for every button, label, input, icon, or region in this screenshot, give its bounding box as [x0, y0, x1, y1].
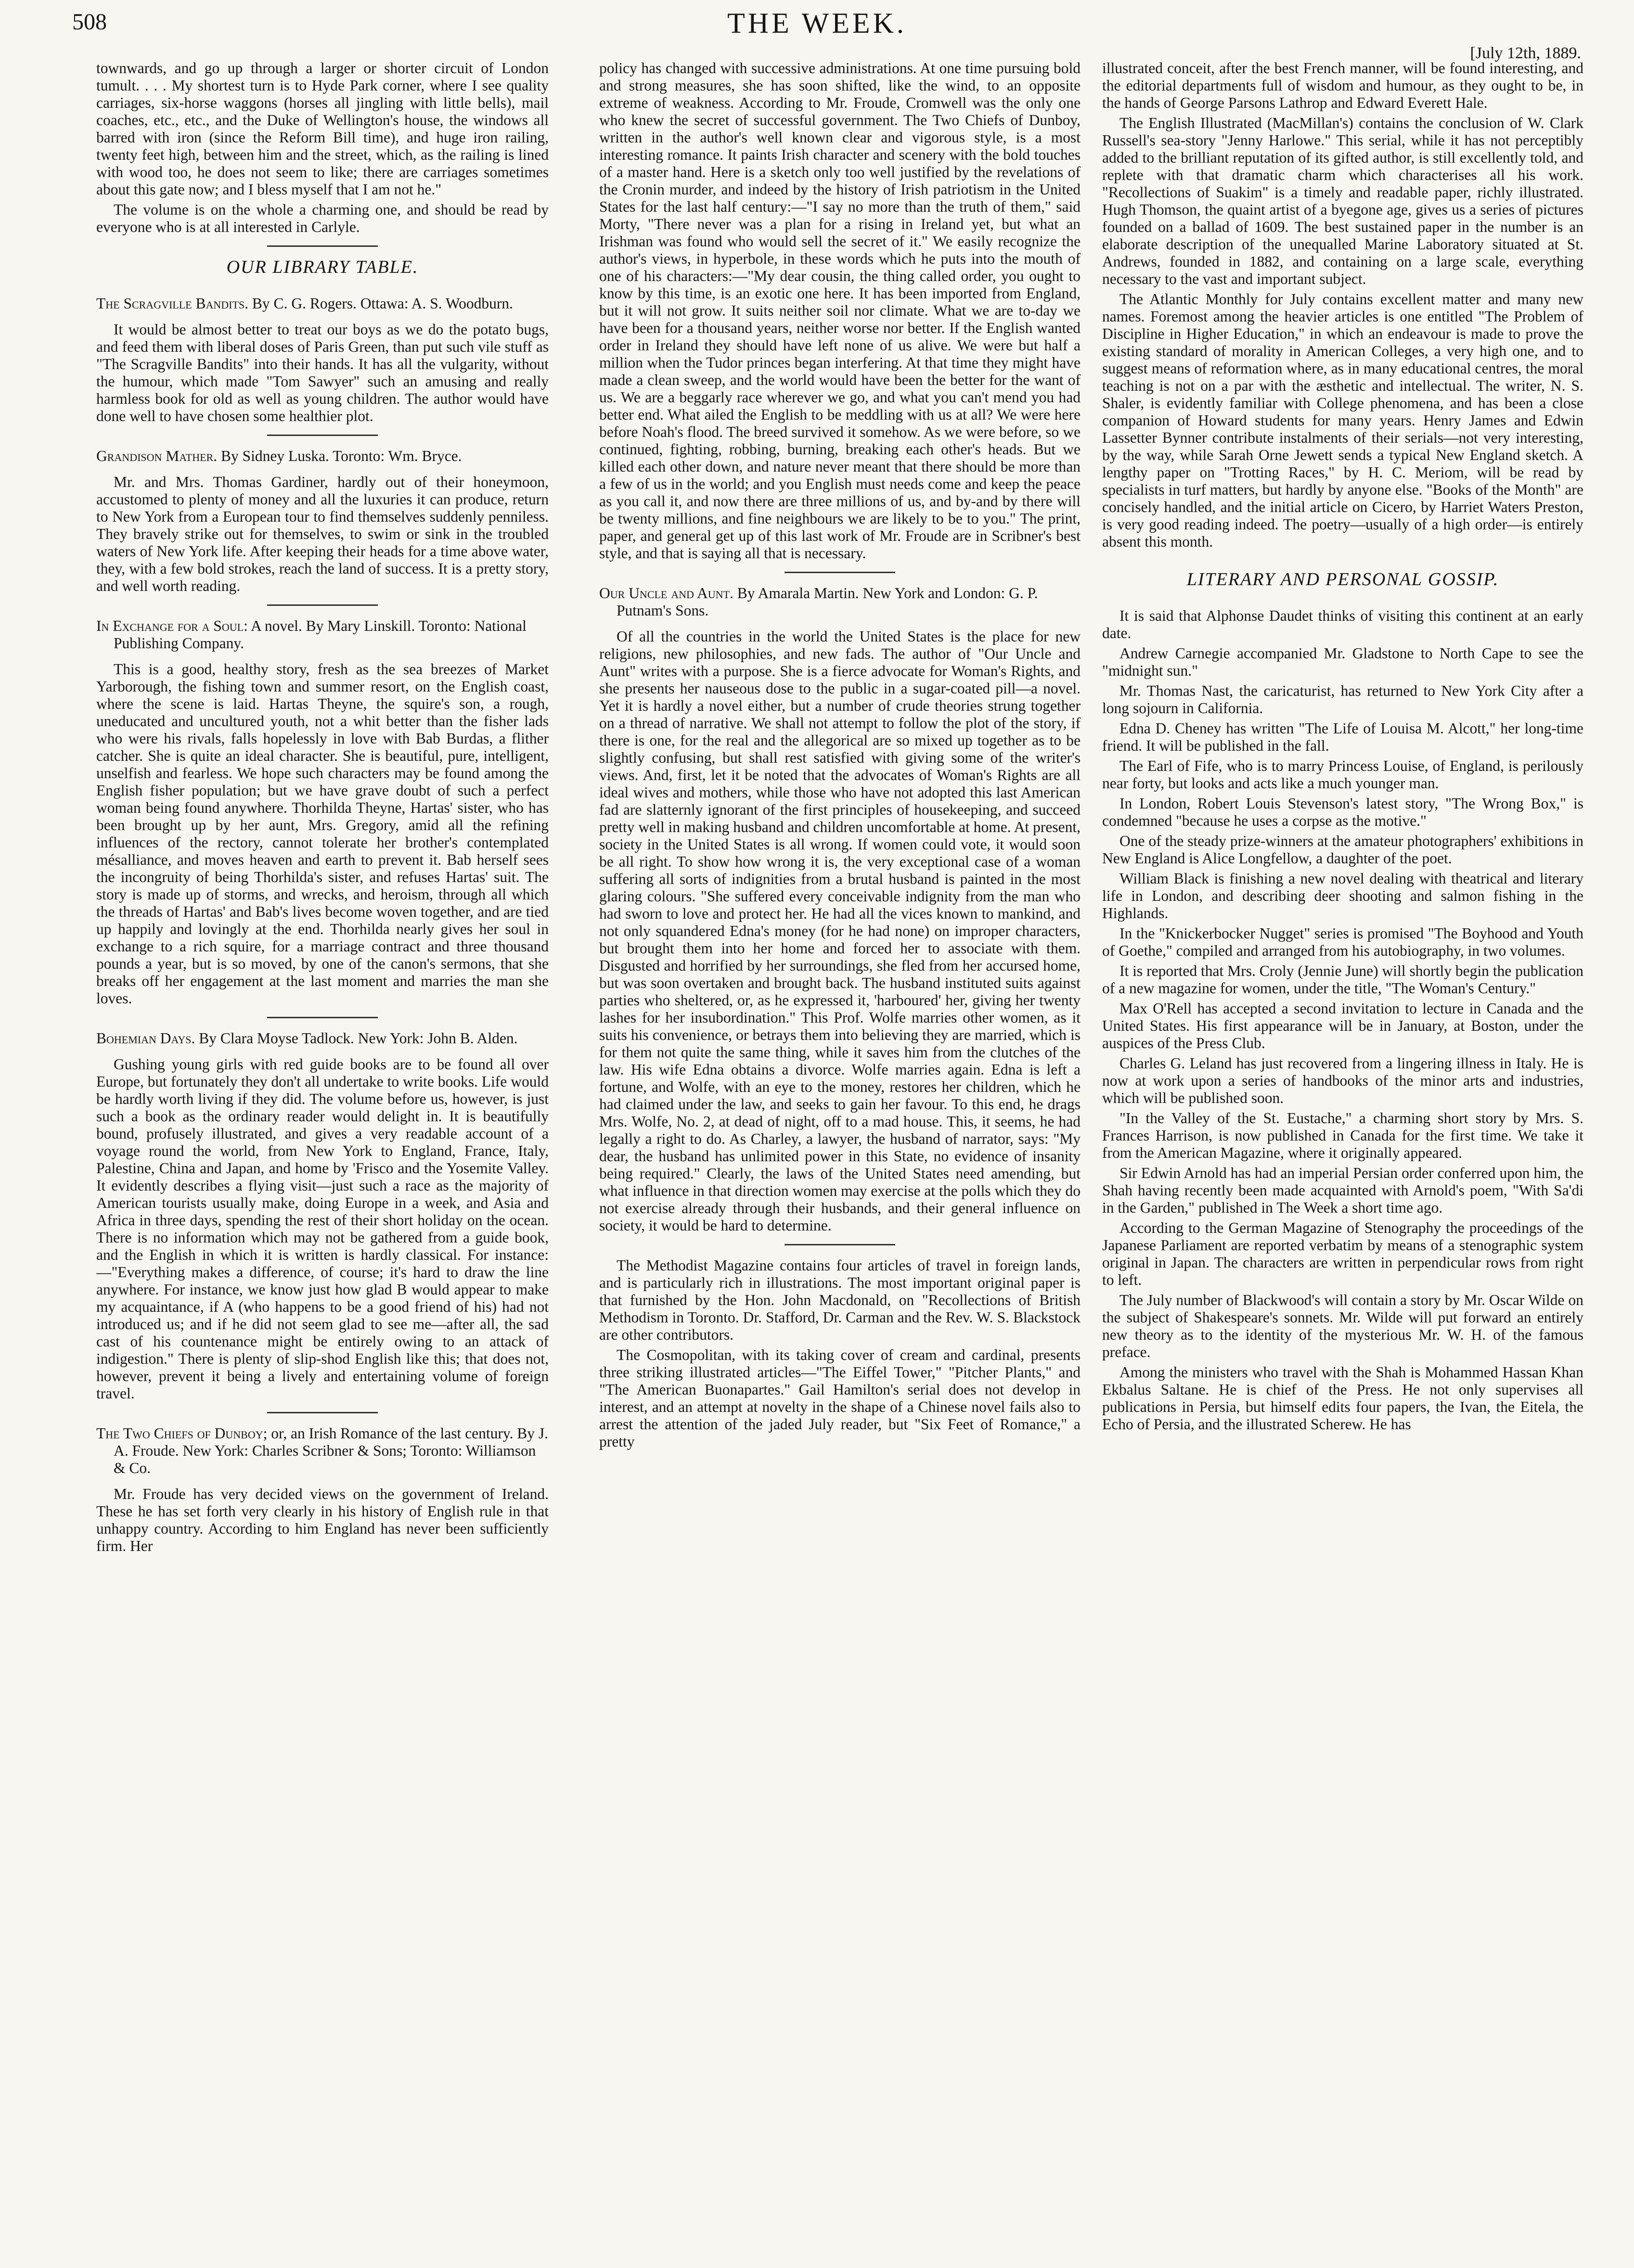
- gossip-item: The Earl of Fife, who is to marry Princess Louise, of England, is perilously near forty, but looks and acts like a much younger man.: [1102, 757, 1583, 792]
- review-body: It would be almost better to treat our boys as we do the potato bugs, and feed them with liberal doses of Paris Green, than put such vile stuff as "The Scragville Bandits" into their hands. It has all the vulgarity, without the humour, which made "Tom Sawyer" such an amusing and really harmless book for old as well as young children. The author would have done well to have chosen some healthier plot.: [96, 321, 549, 424]
- gossip-item: According to the German Magazine of Stenography the proceedings of the Japanese Parliament are reported verbatim by means of a stenographic system original in Japan. The characters are written in perpendicular rows from right to left.: [1102, 1219, 1583, 1288]
- section-title-library-table: OUR LIBRARY TABLE.: [226, 257, 419, 277]
- page-header: [0, 0, 1634, 63]
- journal-title: THE WEEK.: [727, 7, 907, 39]
- article-continuation: townwards, and go up through a larger or shorter circuit of London tumult. . . . My shortest turn is to Hyde Park corner, where I see quality carriages, six-horse waggons (horses all jingling with little bells), mail coaches, etc., etc., and the Duke of Wellington's house, the windows all barred with iron (since the Reform Bill time), and huge iron railing, twenty feet high, between him and the street, which, as the railing is lined with wood too, he does not seem to like; there are carriages sometimes about this gate now; and I bless myself that I am not he.": [96, 60, 549, 198]
- review-body: Gushing young girls with red guide books are to be found all over Europe, but fortunately they don't all undertake to write books. Life would be hardly worth living if they did. The volume before us, however, is just such a book as the ordinary reader would delight in. It is beautifully bound, profusely illustrated, and gives a very readable account of a voyage round the world, from New York to England, France, Italy, Palestine, China and Japan, and home by 'Frisco and the Yosemite Valley. It evidently describes a flying visit—just such a race as the majority of American tourists usually make, doing Europe in a week, and Asia and Africa in three days, spending the rest of their short holiday on the ocean. There is no information which may not be gathered from a guide book, and the English in which it is written is hardly classical. For instance:—"Everything makes a difference, of course; it's hard to draw the line anywhere. For instance, we know just how glad B would appear to make my acquaintance, if A (who happens to be a good friend of his) had not introduced us; and if he did not seem glad to see me—after all, the sad cast of his countenance might be entirely owing to an attack of indigestion." There is plenty of slip-shod English like this; that does not, however, prevent it being a lively and entertaining volume of foreign travel.: [96, 1056, 549, 1402]
- gossip-item: It is reported that Mrs. Croly (Jennie June) will shortly begin the publication of a new magazine for women, under the title, "The Woman's Century.": [1102, 962, 1583, 997]
- review-heading: [96, 295, 549, 312]
- review-heading: [96, 1425, 549, 1477]
- magazine-note: The Methodist Magazine contains four articles of travel in foreign lands, and is particularly rich in illustrations. The most important original paper is that furnished by the Hon. John Macdonald, on "Recollections of British Methodism in Toronto. Dr. Stafford, Dr. Carman and the Rev. W. S. Blackstock are other contributors.: [599, 1257, 1081, 1343]
- gossip-item: One of the steady prize-winners at the amateur photographers' exhibitions in New England is Alice Longfellow, a daughter of the poet.: [1102, 833, 1583, 867]
- review-continuation: policy has changed with successive administrations. At one time pursuing bold and strong measures, she has soon shifted, like the wind, to an opposite extreme of weakness. According to Mr. Froude, Cromwell was the only one who knew the secret of successful government. The Two Chiefs of Dunboy, written in the author's well known clear and vigorous style, is a most interesting romance. It paints Irish character and scenery with the bold touches of a master hand. Here is a sketch only too well justified by the revelations of the Cronin murder, and indeed by the history of Irish patriotism in the United States for the last half century:—"I say no more than the truth of them," said Morty, "There never was a plan for a rising in Ireland yet, but what an Irishman was found who would sell the secret of it." We easily recognize the author's views, in hyperbole, in these words which he puts into the mouth of one of his characters:—"My dear cousin, the thing called order, you ought to know by this time, is an exotic one here. It has been imported from England, but it will not grow. It suits neither soil nor climate. What we are to-day we have been for a thousand years, neither worse nor better. If the English wanted order in Ireland they should have left none of us alive. We were but half a million when the Tudor princes began interfering. At that time they might have made a clean sweep, and the world would have been the better for the want of us. We are a beggarly race wherever we go, and what you can't mend you had better end. What ailed the English to be meddling with us at all? We were here before Noah's flood. The breed survived it somehow. As we were before, so we continued, fighting, robbing, burning, breaking each other's heads. But we killed each other down, and nature never meant that there should be more than a few of us in the world; and you English must needs come and keep the peace as you call it, and now there are three millions of us, and by-and by there will be twenty millions, and fine neighbours we are likely to be to you." The print, paper, and general get up of this last work of Mr. Froude are in Scribner's best style, and that is saying all that is necessary.: [599, 60, 1081, 562]
- review-heading: [96, 1030, 549, 1047]
- gossip-item: In London, Robert Louis Stevenson's latest story, "The Wrong Box," is condemned "because he uses a corpse as the motive.": [1102, 795, 1583, 829]
- gossip-item: Mr. Thomas Nast, the caricaturist, has returned to New York City after a long sojourn in California.: [1102, 682, 1583, 717]
- divider: [785, 1244, 895, 1245]
- divider: [267, 1412, 378, 1413]
- magazine-note: The English Illustrated (MacMillan's) contains the conclusion of W. Clark Russell's sea-story "Jenny Harlowe." This serial, while it has not perceptibly added to the brilliant reputation of its gifted author, is still excellently told, and replete with that dramatic charm which characterises all his work. "Recollections of Suakim" is a timely and readable paper, richly illustrated. Hugh Thomson, the quaint artist of a byegone age, gives us a series of pictures founded on a ballad of 1609. The best sustained paper in the number is an elaborate description of the unequalled Marine Laboratory situated at St. Andrews, founded in 1882, and containing on a large scale, everything necessary to the vast and important subject.: [1102, 115, 1583, 287]
- review-byline: A novel. By Mary Linskill. Toronto: National Publishing Company.: [114, 617, 527, 652]
- gossip-item: Edna D. Cheney has written "The Life of Louisa M. Alcott," her long-time friend. It will be published in the fall.: [1102, 720, 1583, 754]
- page-number: 508: [72, 9, 107, 35]
- gossip-item: "In the Valley of the St. Eustache," a charming short story by Mrs. S. Frances Harrison, is now published in Canada for the first time. We take it from the American Magazine, where it originally appeared.: [1102, 1110, 1583, 1161]
- review-body: Of all the countries in the world the United States is the place for new religions, new philosophies, and new fads. The author of "Our Uncle and Aunt" writes with a purpose. She is a fierce advocate for Woman's Rights, and she presents her nauseous dose to the public in a sugar-coated pill—a novel. Yet it is hardly a novel either, but a number of crude theories strung together on a thread of narrative. We shall not attempt to follow the plot of the story, if there is one, for the real and the allegorical are so mixed up together as to be slightly confusing, but shall rest satisfied with giving some of the writer's views. And, first, let it be noted that the advocates of Woman's Rights are all ideal wives and mothers, while those who have not adopted this last American fad are slatternly ignorant of the first principles of housekeeping, and succeed pretty well in making husband and children uncomfortable at home. At present, society in the United States is all wrong. If women could vote, it would soon be all right. To show how wrong it is, the very exceptional case of a woman suffering all sorts of indignities from a brutal husband is painted in the most glaring colours. "She suffered every conceivable indignity from the man who had sworn to love and protect her. He had all the vices known to mankind, and not only squandered Edna's money (for he had none) on improper characters, but brought them into her home and forced her to associate with them. Disgusted and horrified by her surroundings, she fled from her accursed home, but was soon overtaken and brought back. The husband instituted suits against parties who sheltered, or, as he expressed it, 'harboured' her, giving her twenty lashes for her insubordination." This Prof. Wolfe marries other women, as it suits his convenience, or betrays them into believing they are married, which is for them not quite the same thing, while it saves him from the clutches of the law. His wife Edna obtains a divorce. Wolfe marries again. Edna is left a fortune, and Wolfe, with an eye to the money, restores her children, which he had claimed under the law, and seeks to gain her favour. To this end, he drags Mrs. Wolfe, No. 2, at dead of night, off to a mad house. This, it seems, he had legally a right to do. As Charley, a lawyer, the husband of narrator, says: "My dear, the husband has unlimited power in this State, no evidence of insanity being required." Clearly, the laws of the United States need amending, but what influence in that direction women may exercise at the polls which they do not exercise already through their husbands, and their general influence on society, it would be hard to determine.: [599, 628, 1081, 1234]
- review-byline: By Clara Moyse Tadlock. New York: John B. Alden.: [199, 1030, 518, 1047]
- gossip-item: It is said that Alphonse Daudet thinks of visiting this continent at an early date.: [1102, 607, 1583, 641]
- magazine-note: The Atlantic Monthly for July contains excellent matter and many new names. Foremost among the heavier articles is one entitled "The Problem of Discipline in Higher Education," in which an endeavour is made to prove the existing standard of morality in American Colleges, a very high one, and to suggest means of reformation where, as in many educational centres, the moral teaching is not on a par with the æsthetic and intellectual. The writer, N. S. Shaler, is evidently familiar with College phenomena, and has been a close companion of Howard students for many years. Henry James and Edwin Lassetter Bynner contribute instalments of their serials—not very interesting, by the way, while Sarah Orne Jewett sends a typical New England sketch. A lengthy paper on "Trotting Races," by H. C. Meriom, will be read by specialists in turf matters, but hardly by anyone else. "Books of the Month" are concisely handled, and the initial article on Cicero, by Harriet Waters Preston, is very good reading indeed. The poetry—usually of a high order—is entirely absent this month.: [1102, 291, 1583, 550]
- review-title: Bohemian Days.: [96, 1030, 195, 1047]
- gossip-item: Charles G. Leland has just recovered from a lingering illness in Italy. He is now at work upon a series of handbooks of the minor arts and industries, which will be published soon.: [1102, 1055, 1583, 1106]
- review-title: Grandison Mather.: [96, 448, 218, 464]
- section-title-gossip: LITERARY AND PERSONAL GOSSIP.: [1186, 569, 1499, 589]
- review-byline: By Sidney Luska. Toronto: Wm. Bryce.: [220, 448, 462, 464]
- review-heading: [96, 448, 549, 465]
- divider: [267, 1017, 378, 1018]
- review-heading: [599, 585, 1081, 619]
- divider: [785, 572, 895, 573]
- magazine-note-continuation: illustrated conceit, after the best French manner, will be found interesting, and the editorial departments full of wisdom and humour, as they ought to be, in the hands of George Parsons Lathrop and Edward Everett Hale.: [1102, 60, 1583, 111]
- column-left: [96, 60, 549, 2254]
- gossip-item: Sir Edwin Arnold has had an imperial Persian order conferred upon him, the Shah having recently been made acquainted with Arnold's poem, "With Sa'di in the Garden," published in The Week a short time ago.: [1102, 1165, 1583, 1216]
- gossip-item: William Black is finishing a new novel dealing with theatrical and literary life in London, and describing deer shooting and salmon fishing in the Highlands.: [1102, 870, 1583, 922]
- review-byline: By C. G. Rogers. Ottawa: A. S. Woodburn.: [252, 295, 513, 312]
- review-body: Mr. Froude has very decided views on the government of Ireland. These he has set forth very clearly in his history of English rule in that unhappy country. According to him England has never been sufficiently firm. Her: [96, 1486, 549, 1554]
- divider: [267, 435, 378, 436]
- column-middle: [599, 60, 1081, 2254]
- review-body: This is a good, healthy story, fresh as the sea breezes of Market Yarborough, the fishing town and summer resort, on the English coast, where the scene is laid. Hartas Theyne, the squire's son, a rough, uneducated and uncultured youth, not a whit better than the fisher lads who were his rivals, falls hopelessly in love with Bab Burdas, a flither catcher. She is quite an ideal character. She is beautiful, pure, intelligent, unselfish and fearless. We hope such characters may be found among the English fisher population; but we have grave doubt of such a perfect woman being found anywhere. Thorhilda Theyne, Hartas' sister, who has been brought up by her aunt, Mrs. Gregory, amid all the refining influences of the rectory, cannot tolerate her brother's contemplated mésalliance, and moves heaven and earth to prevent it. Bab herself sees the incongruity of being Thorhilda's sister, and refuses Hartas' suit. The story is made up of storms, and wrecks, and heroism, through all which the threads of Hartas' and Bab's lives become woven together, and are tied up happily and lovingly at the end. Thorhilda nearly gives her soul in exchange to a rich squire, for a marriage contract and three thousand pounds a year, but is so moved, by one of the canon's sermons, that she breaks off her engagement at the last moment and marries the man she loves.: [96, 661, 549, 1007]
- gossip-item: Among the ministers who travel with the Shah is Mohammed Hassan Khan Ekbalus Saltane. He is chief of the Press. He not only supervises all publications in Persia, but himself edits four papers, the Ivan, the Eitela, the Echo of Persia, and the illustrated Scherew. He has: [1102, 1364, 1583, 1433]
- divider: [267, 604, 378, 606]
- column-right: [1102, 60, 1583, 2254]
- gossip-item: Andrew Carnegie accompanied Mr. Gladstone to North Cape to see the "midnight sun.": [1102, 645, 1583, 679]
- review-title: Our Uncle and Aunt.: [599, 585, 733, 602]
- section-divider: [267, 245, 378, 247]
- magazine-note: The Cosmopolitan, with its taking cover of cream and cardinal, presents three striking illustrated articles—"The Eiffel Tower," "Pitcher Plants," and "The American Buonapartes." Gail Hamilton's serial does not develop in interest, and an attempt at novelty in the shape of a Chinese novel fails also to arrest the attention of the jaded July reader, but "Six Feet of Romance," a pretty: [599, 1346, 1081, 1450]
- gossip-item: Max O'Rell has accepted a second invitation to lecture in Canada and the United States. His first appearance will be in January, at Boston, under the auspices of the Press Club.: [1102, 1000, 1583, 1051]
- review-byline: or, an Irish Romance of the last century. By J. A. Froude. New York: Charles Scribner & Sons; Toronto: Williamson & Co.: [114, 1425, 549, 1476]
- review-title: The Scragville Bandits.: [96, 295, 249, 312]
- review-body: Mr. and Mrs. Thomas Gardiner, hardly out of their honeymoon, accustomed to plenty of money and all the luxuries it can produce, return to New York from a European tour to find themselves suddenly penniless. They bravely strike out for themselves, to swim or sink in the troubled waters of New York life. After keeping their heads for a time above water, they, with a few bold strokes, reach the land of success. It is a pretty story, and well worth reading.: [96, 474, 549, 594]
- review-title: In Exchange for a Soul:: [96, 617, 248, 634]
- review-title: The Two Chiefs of Dunboy;: [96, 1425, 268, 1442]
- spacer: [1102, 553, 1583, 564]
- review-byline: By Amarala Martin. New York and London: G. P. Putnam's Sons.: [617, 585, 1038, 619]
- gossip-item: The July number of Blackwood's will contain a story by Mr. Oscar Wilde on the subject of Shakespeare's sonnets. Mr. Wilde will put forward an entirely new theory as to the identity of the mysterious Mr. W. H. of the famous preface.: [1102, 1292, 1583, 1360]
- gossip-item: In the "Knickerbocker Nugget" series is promised "The Boyhood and Youth of Goethe," compiled and arranged from his autobiography, in two volumes.: [1102, 925, 1583, 959]
- article-paragraph: The volume is on the whole a charming one, and should be read by everyone who is at all interested in Carlyle.: [96, 201, 549, 235]
- issue-date: [July 12th, 1889.: [1470, 44, 1581, 62]
- review-heading: [96, 617, 549, 652]
